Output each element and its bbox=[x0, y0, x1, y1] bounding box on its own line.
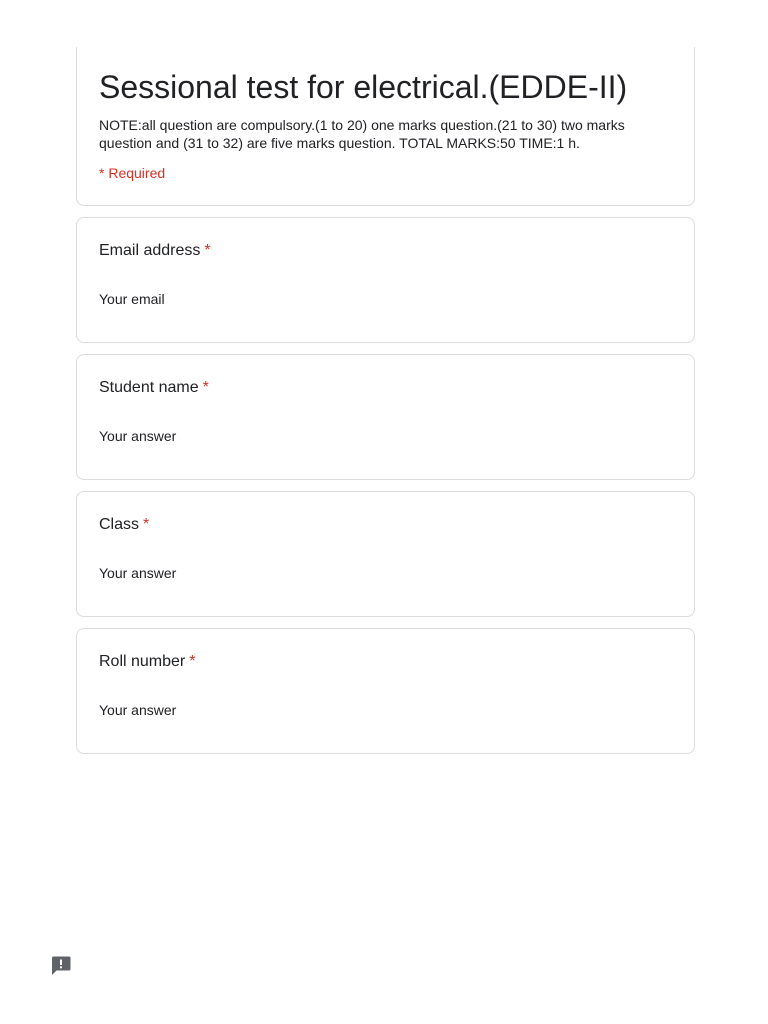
question-label: Roll number bbox=[99, 653, 186, 670]
question-label: Student name bbox=[99, 379, 199, 396]
required-note: * Required bbox=[99, 165, 166, 181]
question-title bbox=[99, 651, 196, 673]
roll-number-input[interactable] bbox=[99, 698, 369, 722]
question-title bbox=[99, 514, 149, 536]
question-label: Class bbox=[99, 516, 140, 533]
required-asterisk: * bbox=[189, 653, 196, 670]
question-student-name bbox=[76, 354, 695, 480]
question-title bbox=[99, 377, 209, 399]
question-title bbox=[99, 240, 211, 262]
question-email bbox=[76, 217, 695, 343]
question-roll-number bbox=[76, 628, 695, 754]
form-title: Sessional test for electrical.(EDDE-II) bbox=[99, 69, 628, 105]
email-field[interactable] bbox=[99, 287, 369, 311]
feedback-icon bbox=[50, 954, 72, 976]
class-input[interactable] bbox=[99, 561, 369, 585]
required-asterisk: * bbox=[204, 242, 211, 259]
required-asterisk: * bbox=[143, 516, 150, 533]
feedback-button[interactable] bbox=[50, 954, 72, 976]
question-label: Email address bbox=[99, 242, 201, 259]
question-class bbox=[76, 491, 695, 617]
required-asterisk: * bbox=[202, 379, 209, 396]
student-name-input[interactable] bbox=[99, 424, 369, 448]
form-header-card bbox=[76, 47, 695, 206]
form-description: NOTE:all question are compulsory.(1 to 20) one marks question.(21 to 30) two marks question and (31 to 32) are five marks question. TOTAL MARKS:50 TIME:1 h. bbox=[99, 117, 625, 151]
